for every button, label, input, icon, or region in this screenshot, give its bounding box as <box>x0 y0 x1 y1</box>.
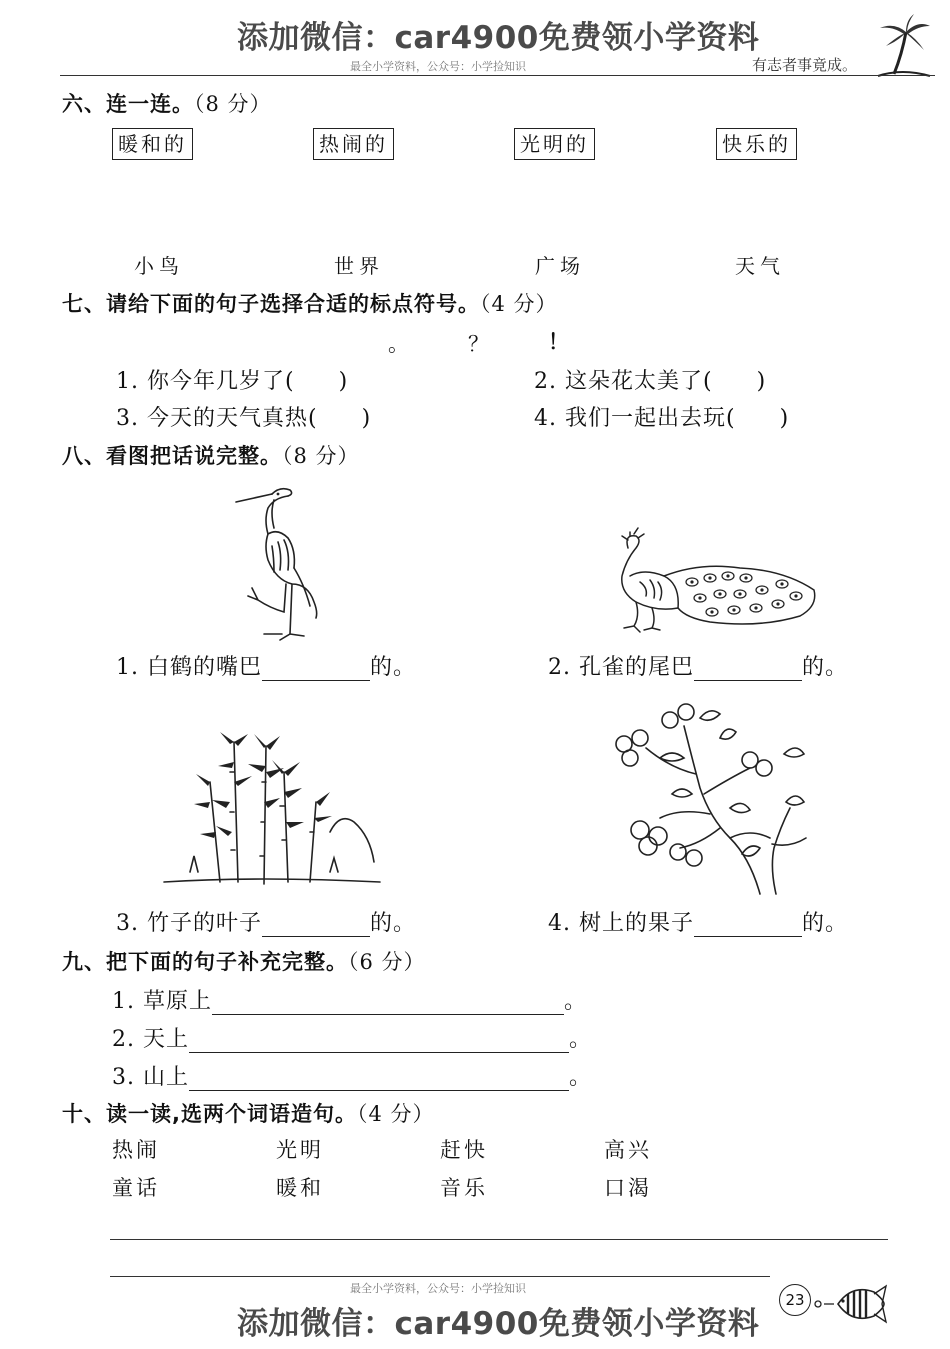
fruit-branch-illustration <box>600 698 812 896</box>
noun-1[interactable]: 小鸟 <box>134 254 184 278</box>
answer-blank[interactable] <box>262 912 370 937</box>
punct-item-4 <box>534 401 789 432</box>
item-text: 天上 <box>143 1027 190 1052</box>
mark-question: ？ <box>468 332 489 356</box>
vocab-word: 赶快 <box>440 1138 488 1162</box>
item-close: ) <box>779 406 790 431</box>
sentence-item-2 <box>112 1022 592 1053</box>
noun-2[interactable]: 世界 <box>334 254 384 278</box>
header-rule <box>60 75 935 76</box>
sentence-item-1 <box>112 984 587 1015</box>
answer-blank[interactable] <box>694 656 802 681</box>
vocab-word: 高兴 <box>604 1138 652 1162</box>
section10-heading <box>62 1098 435 1128</box>
answer-blank[interactable] <box>189 1066 569 1091</box>
item-number: 3. <box>116 406 139 431</box>
picture-item-1 <box>116 650 416 681</box>
page-number: 23 <box>779 1284 811 1316</box>
header-sub-strip: 最全小学资料，公众号：小学捡知识 <box>350 60 526 73</box>
vocab-word: 暖和 <box>276 1176 324 1200</box>
answer-blank[interactable] <box>262 656 370 681</box>
answer-blank[interactable] <box>212 990 564 1015</box>
picture-item-2 <box>548 650 848 681</box>
vocab-word: 热闹 <box>112 1138 160 1162</box>
item-end: 。 <box>569 1027 593 1052</box>
section8-title: 八、看图把话说完整。 <box>62 444 282 468</box>
item-close: ) <box>361 406 372 431</box>
vocab-word: 口渴 <box>604 1176 652 1200</box>
fish-icon <box>812 1282 892 1326</box>
adjective-box-3[interactable]: 光明的 <box>514 128 595 160</box>
answer-blank[interactable] <box>694 912 802 937</box>
item-close: ) <box>756 369 767 394</box>
vocab-word: 童话 <box>112 1176 160 1200</box>
header-motto: 有志者事竟成。 <box>752 56 858 74</box>
item-text: 白鹤的嘴巴 <box>147 655 263 680</box>
punct-item-2 <box>534 364 766 395</box>
section8-heading <box>62 440 360 470</box>
bamboo-illustration <box>160 722 384 892</box>
item-number: 3. <box>112 1065 135 1090</box>
crane-illustration <box>234 484 324 642</box>
section10-points: （4 分） <box>356 1102 435 1126</box>
section6-points: （8 分） <box>194 92 272 116</box>
section7-points: （4 分） <box>480 292 558 316</box>
section7-heading <box>62 288 558 318</box>
item-number: 2. <box>112 1027 135 1052</box>
mark-period: 。 <box>388 332 409 356</box>
section6-title: 六、连一连。 <box>62 92 194 116</box>
palm-tree-icon <box>872 14 934 78</box>
punct-item-1 <box>116 364 348 395</box>
header-watermark: 添加微信：car4900免费领小学资料 <box>237 20 760 56</box>
vocab-word: 音乐 <box>440 1176 488 1200</box>
item-number: 1. <box>116 369 139 394</box>
item-text: 山上 <box>143 1065 190 1090</box>
section8-points: （8 分） <box>282 444 360 468</box>
item-end: 。 <box>569 1065 593 1090</box>
footer-rule <box>110 1276 770 1277</box>
item-end: 的。 <box>802 911 849 936</box>
item-end: 的。 <box>370 911 417 936</box>
section9-title: 九、把下面的句子补充完整。 <box>62 950 348 974</box>
item-text: 竹子的叶子 <box>147 911 263 936</box>
section10-title: 十、读一读,选两个词语造句。 <box>62 1102 357 1126</box>
item-text: 你今年几岁了( <box>147 369 295 394</box>
item-text: 孔雀的尾巴 <box>579 655 695 680</box>
picture-item-3 <box>116 906 416 937</box>
section7-title: 七、请给下面的句子选择合适的标点符号。 <box>62 292 480 316</box>
noun-4[interactable]: 天气 <box>735 254 785 278</box>
footer-strip: 最全小学资料，公众号：小学捡知识 <box>350 1282 526 1295</box>
item-end: 。 <box>564 989 588 1014</box>
section9-points: （6 分） <box>348 950 426 974</box>
adjective-box-4[interactable]: 快乐的 <box>716 128 797 160</box>
item-number: 1. <box>112 989 135 1014</box>
item-text: 树上的果子 <box>579 911 695 936</box>
punct-item-3 <box>116 401 371 432</box>
vocab-word: 光明 <box>276 1138 324 1162</box>
item-text: 我们一起出去玩( <box>565 406 736 431</box>
adjective-box-1[interactable]: 暖和的 <box>112 128 193 160</box>
item-number: 4. <box>548 911 571 936</box>
section6-heading <box>62 88 272 118</box>
answer-blank[interactable] <box>189 1028 569 1053</box>
mark-exclamation: ！ <box>548 329 569 354</box>
picture-item-4 <box>548 906 848 937</box>
peacock-illustration <box>600 532 822 634</box>
item-text: 草原上 <box>143 989 213 1014</box>
item-end: 的。 <box>802 655 849 680</box>
noun-3[interactable]: 广场 <box>535 254 585 278</box>
item-number: 2. <box>534 369 557 394</box>
item-text: 今天的天气真热( <box>147 406 318 431</box>
section9-heading <box>62 946 426 976</box>
item-number: 1. <box>116 655 139 680</box>
writing-line[interactable] <box>110 1239 888 1240</box>
item-number: 2. <box>548 655 571 680</box>
footer-watermark: 添加微信：car4900免费领小学资料 <box>237 1306 760 1342</box>
adjective-box-2[interactable]: 热闹的 <box>313 128 394 160</box>
item-number: 3. <box>116 911 139 936</box>
sentence-item-3 <box>112 1060 592 1091</box>
item-text: 这朵花太美了( <box>565 369 713 394</box>
item-close: ) <box>338 369 349 394</box>
item-end: 的。 <box>370 655 417 680</box>
item-number: 4. <box>534 406 557 431</box>
